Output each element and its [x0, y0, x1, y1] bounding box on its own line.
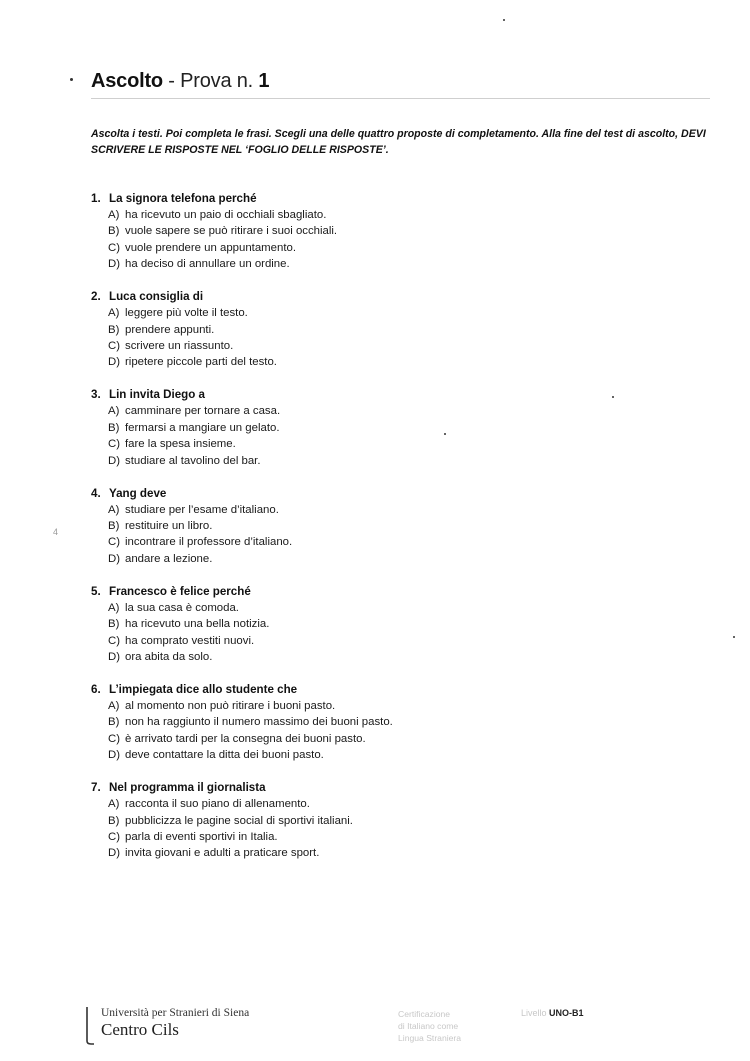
question-stem: [91, 190, 711, 207]
option-text: pubblicizza le pagine social di sportivi italiani.: [125, 814, 353, 827]
cert-line: Lingua Straniera: [398, 1033, 462, 1043]
question-stem: [91, 681, 711, 698]
answer-option: [91, 518, 711, 534]
question-number: 6.: [91, 682, 101, 696]
answer-option: [91, 354, 711, 370]
question-stem: [91, 386, 711, 403]
answer-option: [91, 338, 711, 354]
option-text: è arrivato tardi per la consegna dei buoni pasto.: [125, 732, 366, 745]
question-stem: [91, 779, 711, 796]
question-number: 2.: [91, 290, 101, 304]
question-stem: [91, 288, 711, 305]
question-text: Luca consiglia di: [109, 290, 204, 304]
question-item: [91, 288, 711, 386]
option-letter: A): [108, 209, 120, 221]
question-text: Nel programma il giornalista: [109, 781, 266, 795]
question-text: Francesco è felice perché: [109, 584, 251, 598]
answer-option: [91, 600, 711, 616]
option-text: prendere appunti.: [125, 323, 215, 336]
option-letter: A): [108, 601, 120, 614]
answer-option: [91, 813, 711, 829]
question-item: [91, 583, 711, 681]
question-item: [91, 485, 711, 583]
option-text: ripetere piccole parti del testo.: [125, 356, 277, 369]
answer-option: [91, 551, 711, 567]
option-text: fermarsi a mangiare un gelato.: [125, 421, 280, 434]
scan-speck: [733, 636, 735, 638]
option-text: vuole prendere un appuntamento.: [125, 241, 296, 254]
answer-option: [91, 845, 711, 861]
title-test-number: 1: [258, 70, 270, 92]
logo-bracket-icon: [84, 1007, 94, 1045]
question-number: 5.: [91, 584, 101, 598]
option-letter: B): [108, 618, 120, 631]
option-text: andare a lezione.: [125, 552, 213, 565]
question-item: [91, 681, 711, 779]
page-title: [91, 70, 269, 93]
option-letter: C): [108, 438, 121, 451]
answer-option: [91, 796, 711, 812]
answer-option: [91, 649, 711, 665]
level-code: UNO-B1: [549, 1008, 584, 1018]
option-letter: A): [108, 503, 120, 516]
university-logo: [84, 1007, 294, 1047]
option-letter: B): [108, 814, 120, 827]
option-text: non ha raggiunto il numero massimo dei buoni pasto.: [125, 716, 393, 729]
answer-option: [91, 305, 711, 321]
question-stem: [91, 485, 711, 502]
answer-option: [91, 714, 711, 730]
option-letter: B): [108, 225, 120, 238]
option-text: fare la spesa insieme.: [125, 438, 236, 451]
answer-option: [91, 633, 711, 649]
answer-option: [91, 616, 711, 632]
option-letter: D): [108, 847, 121, 860]
option-text: ha ricevuto un paio di occhiali sbagliato.: [125, 209, 327, 221]
answer-option: [91, 207, 711, 223]
scan-speck: [503, 19, 505, 21]
option-letter: B): [108, 716, 120, 729]
option-text: studiare al tavolino del bar.: [125, 454, 261, 467]
cert-line: di Italiano come: [398, 1021, 459, 1031]
option-letter: C): [108, 241, 121, 254]
option-text: leggere più volte il testo.: [125, 307, 248, 320]
option-letter: C): [108, 634, 121, 647]
title-divider: [91, 98, 710, 99]
logo-university-name: Università per Stranieri di Siena: [101, 1007, 250, 1019]
option-letter: A): [108, 798, 120, 811]
question-item: [91, 190, 711, 288]
option-text: vuole sapere se può ritirare i suoi occhiali.: [125, 225, 338, 238]
option-text: parla di eventi sportivi in Italia.: [125, 830, 278, 843]
option-letter: A): [108, 307, 120, 320]
option-letter: A): [108, 699, 120, 712]
question-text: La signora telefona perché: [109, 192, 257, 205]
margin-dot: [70, 78, 73, 81]
option-text: ha ricevuto una bella notizia.: [125, 618, 270, 631]
question-list: [91, 190, 711, 877]
option-text: ha deciso di annullare un ordine.: [125, 258, 290, 271]
level-indicator: [521, 1008, 584, 1018]
option-text: invita giovani e adulti a praticare sport.: [125, 847, 320, 860]
question-item: [91, 779, 711, 877]
answer-option: [91, 453, 711, 469]
level-label: Livello: [521, 1008, 550, 1018]
option-letter: D): [108, 258, 121, 271]
option-text: racconta il suo piano di allenamento.: [125, 798, 310, 811]
option-text: deve contattare la ditta dei buoni pasto.: [125, 749, 324, 762]
instructions: Ascolta i testi. Poi completa le frasi. Scegli una delle quattro proposte di completamento. Alla fine del test di ascolto, DEVI SCRIVERE LE RISPOSTE NEL ‘FOGLIO DELLE RISPOSTE’.: [91, 128, 706, 156]
option-letter: D): [108, 552, 121, 565]
option-text: incontrare il professore d’italiano.: [125, 536, 293, 549]
option-letter: B): [108, 519, 120, 532]
question-number: 7.: [91, 781, 101, 795]
option-text: ha comprato vestiti nuovi.: [125, 634, 255, 647]
option-letter: A): [108, 405, 120, 418]
answer-option: [91, 256, 711, 272]
option-letter: B): [108, 323, 120, 336]
logo-centre-name: Centro Cils: [101, 1020, 179, 1039]
answer-option: [91, 436, 711, 452]
cert-line: Certificazione: [398, 1009, 451, 1019]
option-letter: D): [108, 356, 121, 369]
question-item: [91, 386, 711, 484]
option-text: studiare per l’esame d’italiano.: [125, 503, 279, 516]
answer-option: [91, 534, 711, 550]
answer-option: [91, 698, 711, 714]
question-text: Yang deve: [109, 486, 167, 500]
title-test-label: Prova n.: [180, 70, 259, 92]
question-text: Lin invita Diego a: [109, 388, 205, 402]
option-letter: C): [108, 732, 121, 745]
question-stem: [91, 583, 711, 600]
answer-option: [91, 420, 711, 436]
answer-option: [91, 223, 711, 239]
option-letter: D): [108, 650, 121, 663]
option-letter: C): [108, 536, 121, 549]
answer-option: [91, 502, 711, 518]
option-text: restituire un libro.: [125, 519, 213, 532]
question-number: 3.: [91, 388, 101, 402]
title-section: Ascolto: [91, 70, 163, 92]
question-number: 4.: [91, 486, 101, 500]
option-text: scrivere un riassunto.: [125, 339, 234, 352]
question-text: L’impiegata dice allo studente che: [109, 682, 298, 696]
answer-option: [91, 403, 711, 419]
question-number: 1.: [91, 192, 101, 205]
option-text: camminare per tornare a casa.: [125, 405, 281, 418]
option-letter: C): [108, 830, 121, 843]
title-separator: -: [162, 70, 181, 92]
option-letter: C): [108, 339, 121, 352]
certification-label: [398, 1008, 508, 1044]
option-letter: B): [108, 421, 120, 434]
answer-option: [91, 829, 711, 845]
option-letter: D): [108, 749, 121, 762]
margin-page-number: 4: [53, 527, 59, 537]
answer-option: [91, 731, 711, 747]
option-text: al momento non può ritirare i buoni pasto.: [125, 699, 336, 712]
answer-option: [91, 322, 711, 338]
option-text: ora abita da solo.: [125, 650, 213, 663]
answer-option: [91, 240, 711, 256]
answer-option: [91, 747, 711, 763]
option-letter: D): [108, 454, 121, 467]
option-text: la sua casa è comoda.: [125, 601, 239, 614]
